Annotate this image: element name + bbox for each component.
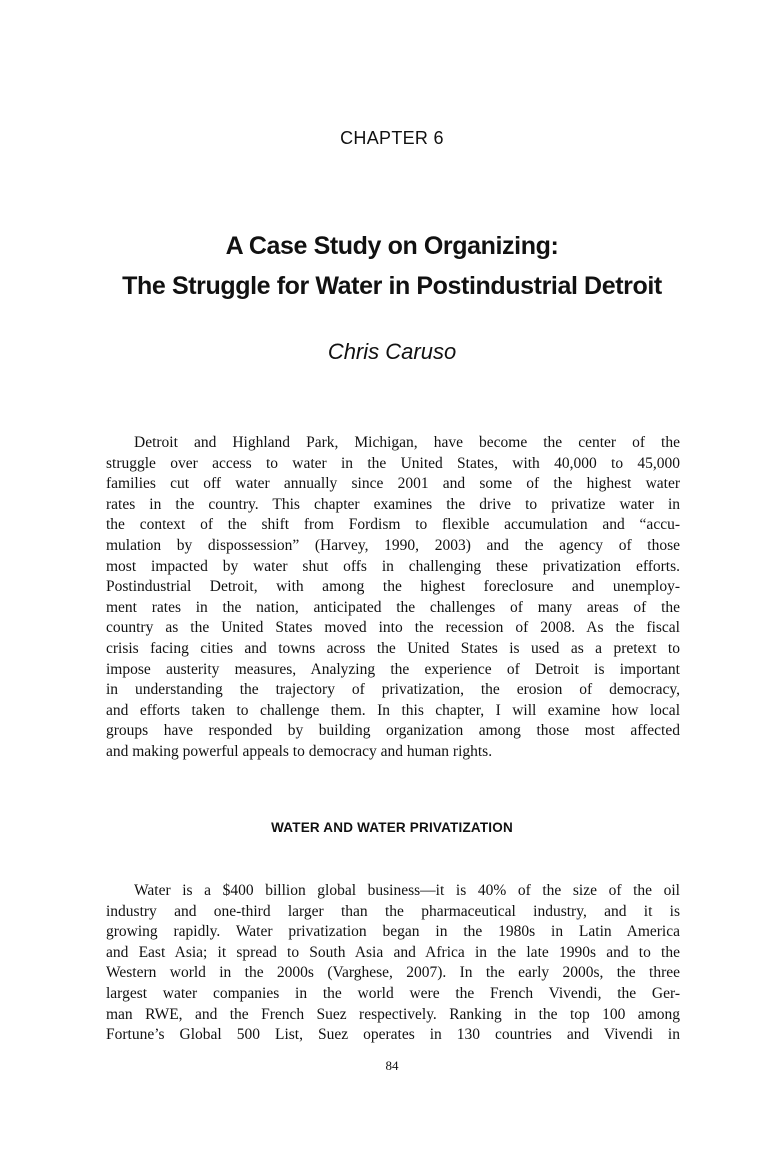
chapter-title-line: The Struggle for Water in Postindustrial Detroit — [122, 272, 662, 300]
text-line: Detroit and Highland Park, Michigan, have become the center of the — [134, 434, 680, 451]
text-line: groups have responded by building organization among those most affected — [106, 722, 680, 740]
page-number: 84 — [385, 1058, 399, 1073]
text-line: families cut off water annually since 2001 and some of the highest water — [106, 475, 680, 493]
text-line: Water is a $400 billion global business—it is 40% of the size of the oil — [134, 882, 680, 899]
chapter-title-line: A Case Study on Organizing: — [225, 232, 559, 260]
text-line: in understanding the trajectory of privatization, the erosion of democracy, — [106, 681, 680, 699]
body-paragraph — [106, 881, 680, 1046]
text-line: growing rapidly. Water privatization began in the 1980s in Latin America — [106, 923, 680, 941]
text-line: Postindustrial Detroit, with among the highest foreclosure and unemploy- — [106, 578, 680, 596]
text-line: largest water companies in the world were the French Vivendi, the Ger- — [106, 984, 680, 1002]
text-line: the context of the shift from Fordism to flexible accumulation and “accu- — [106, 516, 680, 534]
text-line: impose austerity measures, Analyzing the experience of Detroit is important — [106, 660, 680, 678]
text-line: ment rates in the nation, anticipated the challenges of many areas of the — [106, 598, 680, 616]
chapter-title — [60, 226, 724, 306]
text-line: country as the United States moved into the recession of 2008. As the fiscal — [106, 619, 680, 637]
chapter-label: CHAPTER 6 — [340, 128, 444, 148]
text-line: industry and one-third larger than the pharmaceutical industry, and it is — [106, 902, 680, 920]
text-line: rates in the country. This chapter examines the drive to privatize water in — [106, 495, 680, 513]
text-line: struggle over access to water in the United States, with 40,000 to 45,000 — [106, 454, 680, 472]
text-line: most impacted by water shut offs in challenging these privatization efforts. — [106, 557, 680, 575]
text-line: Western world in the 2000s (Varghese, 2007). In the early 2000s, the three — [106, 964, 680, 982]
text-line: and efforts taken to challenge them. In this chapter, I will examine how local — [106, 701, 680, 719]
section-heading: WATER AND WATER PRIVATIZATION — [271, 820, 513, 835]
text-line: and East Asia; it spread to South Asia and Africa in the late 1990s and to the — [106, 943, 680, 961]
author-name: Chris Caruso — [327, 339, 457, 364]
text-line: crisis facing cities and towns across the United States is used as a pretext to — [106, 639, 680, 657]
intro-paragraph — [106, 433, 680, 763]
text-line: Fortune’s Global 500 List, Suez operates in 130 countries and Vivendi in — [106, 1026, 680, 1044]
text-line: man RWE, and the French Suez respectively. Ranking in the top 100 among — [106, 1005, 680, 1023]
text-line: and making powerful appeals to democracy and human rights. — [106, 742, 493, 760]
text-line: mulation by dispossession” (Harvey, 1990, 2003) and the agency of those — [106, 536, 680, 554]
